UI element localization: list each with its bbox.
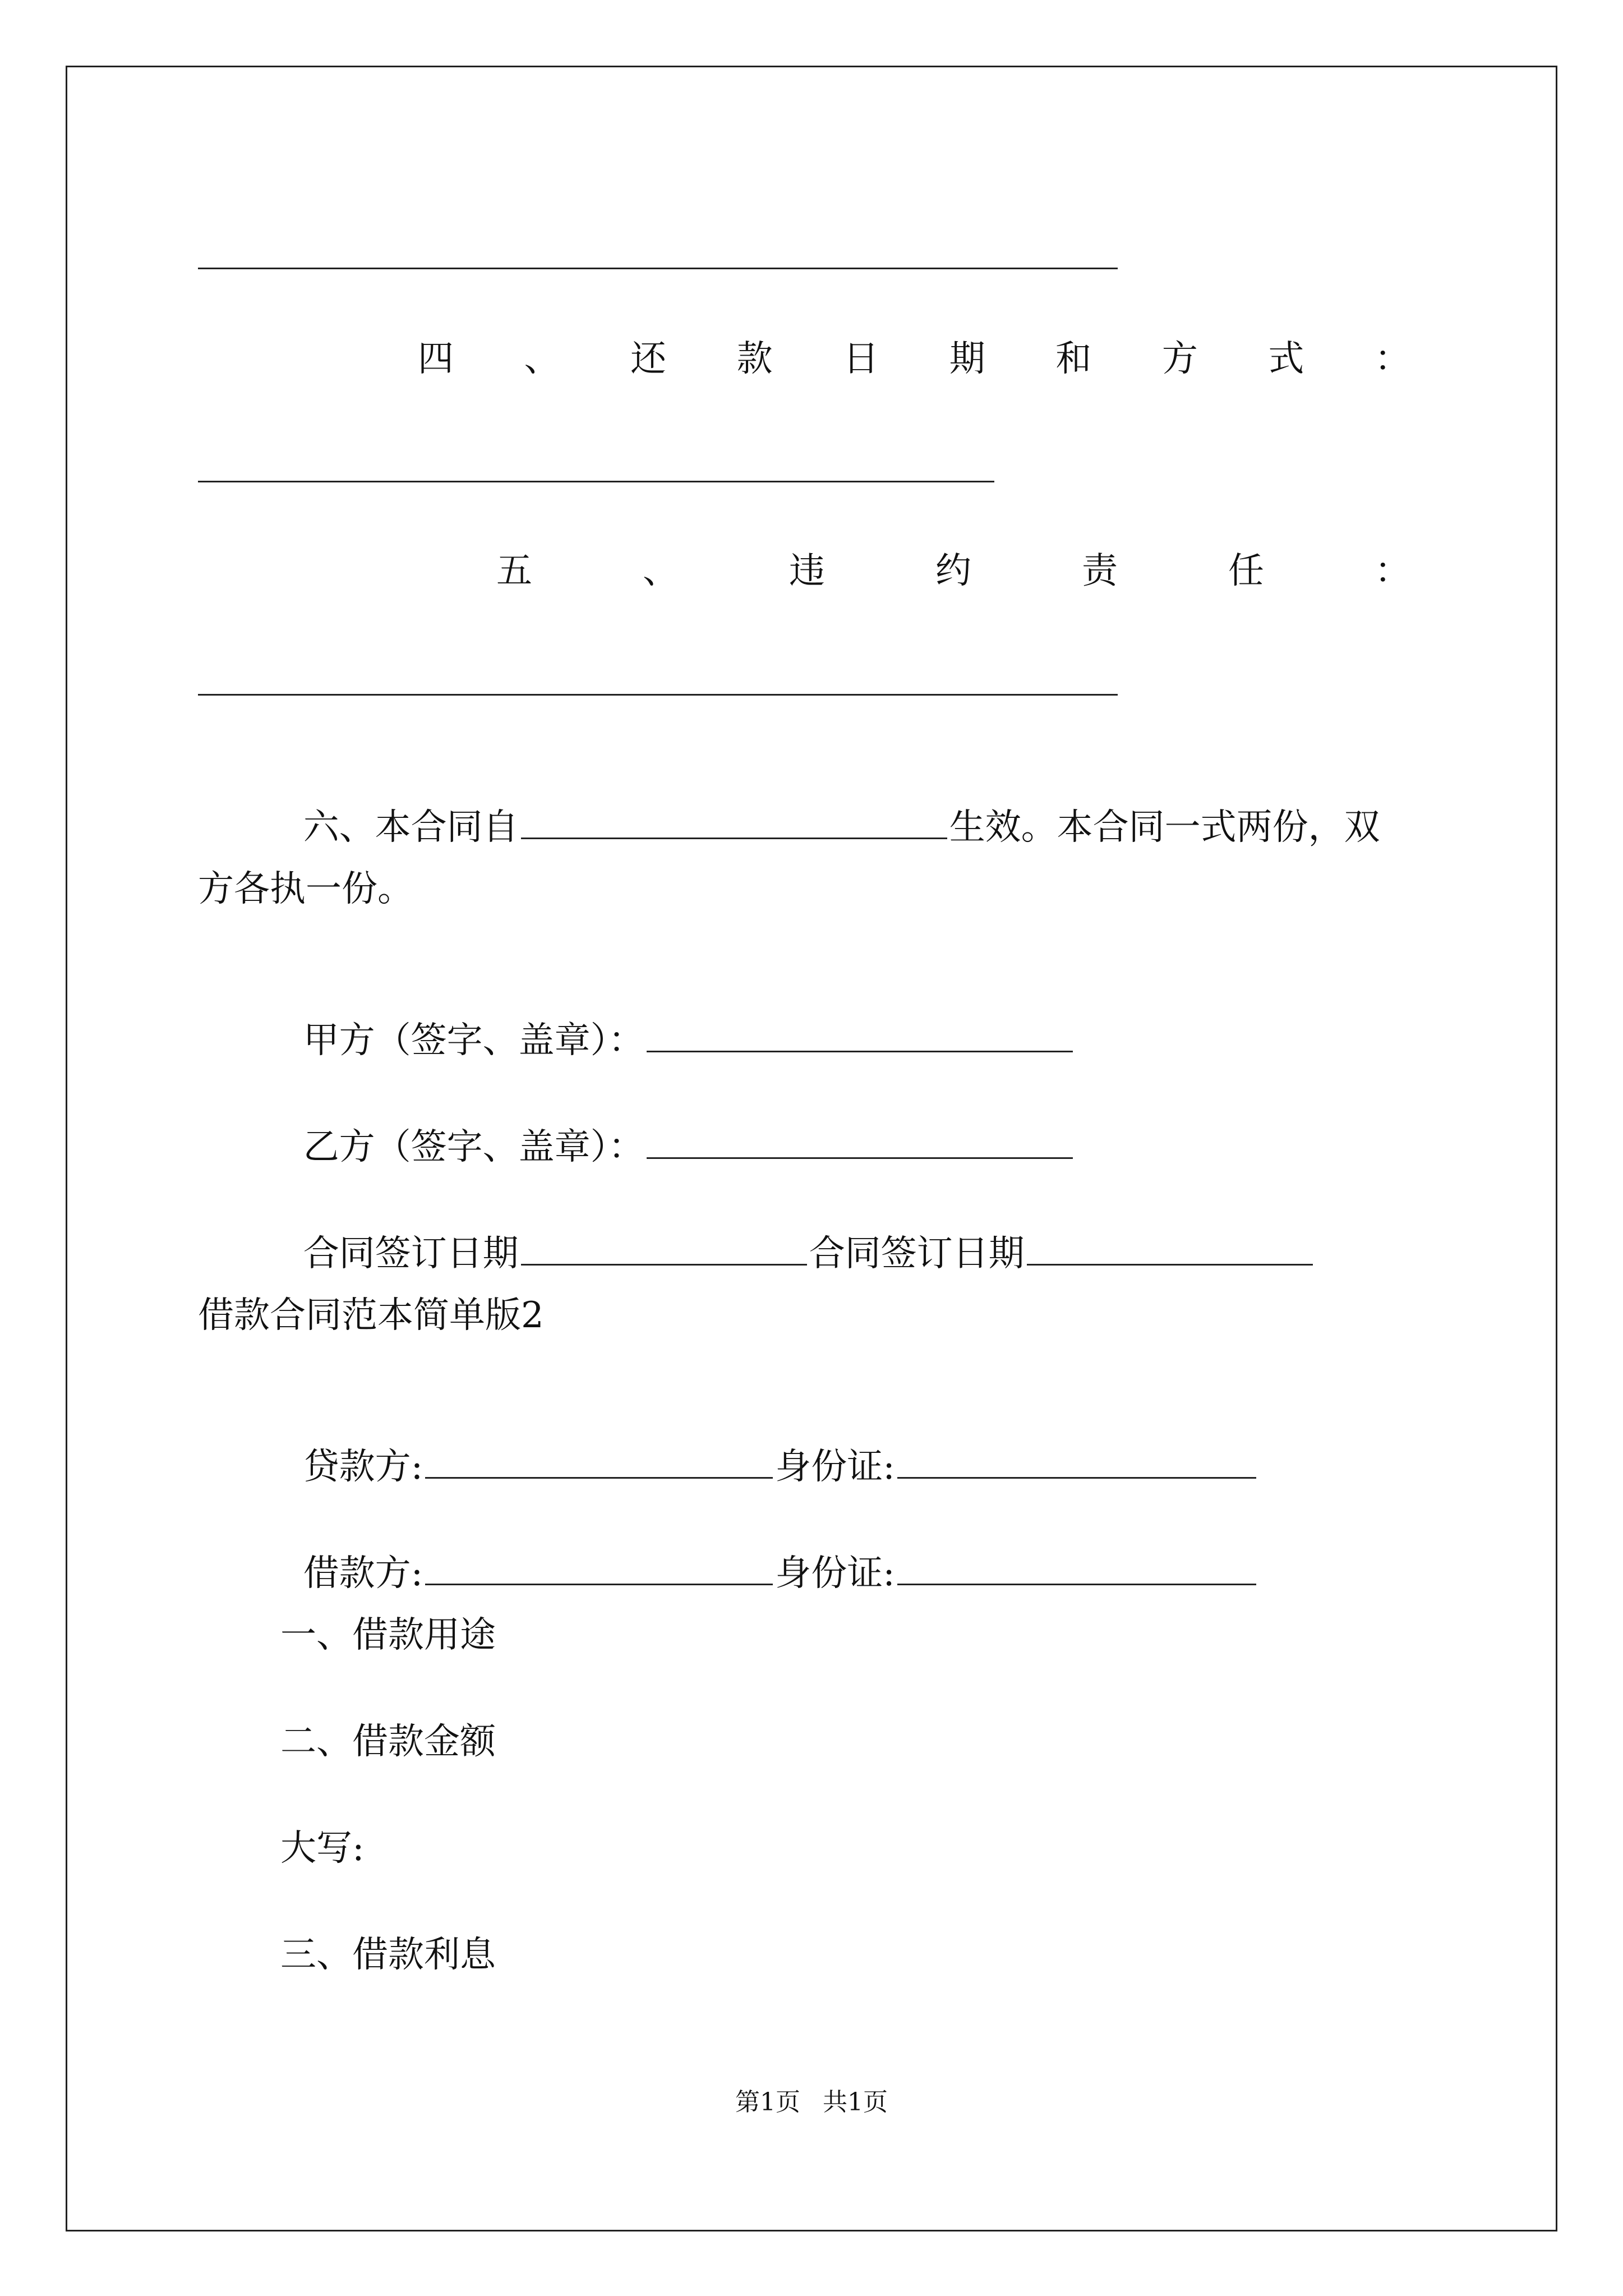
id-label: 身份证: (775, 1446, 895, 1488)
heading-char: 方 (1161, 338, 1198, 380)
section-heading-liability (496, 549, 1410, 593)
heading-char: 、 (643, 550, 679, 592)
clause-effective (280, 760, 1380, 850)
heading-char: 式 (1268, 338, 1304, 380)
id-label: 身份证: (775, 1553, 895, 1594)
item-loan-interest: 三、借款利息 (280, 1934, 496, 1976)
heading-char: 还 (630, 338, 667, 380)
heading-char: ： (1375, 550, 1410, 592)
heading-char: 、 (524, 338, 560, 380)
section-heading-repayment (418, 337, 1410, 381)
document-title: 借款合同范本简单版2 (198, 1295, 544, 1336)
fill-blank (647, 1019, 1073, 1052)
blank-line (198, 481, 994, 482)
fill-blank (897, 1446, 1256, 1479)
amount-in-words: 大写: (280, 1828, 365, 1869)
heading-char: 款 (736, 338, 773, 380)
fill-blank (425, 1552, 773, 1585)
blank-line (198, 268, 1118, 269)
borrower-row (280, 1506, 1258, 1596)
blank-line (198, 694, 1118, 696)
heading-char: 期 (949, 338, 985, 380)
lender-row (280, 1400, 1258, 1489)
heading-char: 任 (1228, 550, 1264, 592)
signing-date-label: 合同签订日期 (809, 1233, 1025, 1274)
heading-char: 违 (789, 550, 825, 592)
fill-blank (647, 1126, 1073, 1159)
fill-blank (897, 1552, 1256, 1585)
clause-text: 六、本合同自 (303, 807, 519, 848)
heading-char: 和 (1055, 338, 1092, 380)
heading-char: 五 (496, 550, 532, 592)
signing-date-label: 合同签订日期 (303, 1233, 519, 1274)
item-loan-amount: 二、借款金额 (280, 1721, 496, 1763)
lender-label: 贷款方: (303, 1446, 423, 1488)
page-footer (0, 2087, 1623, 2118)
heading-char: ： (1374, 338, 1410, 380)
heading-char: 四 (418, 338, 454, 380)
page-number: 第1页 (735, 2088, 800, 2116)
item-loan-purpose: 一、借款用途 (280, 1614, 496, 1656)
fill-blank (521, 806, 947, 839)
borrower-label: 借款方: (303, 1553, 423, 1594)
party-a-signature (280, 973, 1075, 1063)
clause-text: 生效。本合同一式两份，双 (949, 807, 1380, 848)
fill-blank (1027, 1232, 1313, 1266)
party-b-signature (280, 1080, 1075, 1170)
signing-date-row (280, 1186, 1315, 1276)
heading-char: 日 (843, 338, 879, 380)
fill-blank (521, 1232, 807, 1266)
heading-char: 责 (1082, 550, 1118, 592)
party-b-label: 乙方（签字、盖章）： (303, 1126, 644, 1168)
clause-continuation: 方各执一份。 (198, 868, 413, 910)
page-total: 共1页 (823, 2088, 888, 2116)
party-a-label: 甲方（签字、盖章）： (303, 1020, 644, 1061)
fill-blank (425, 1446, 773, 1479)
heading-char: 约 (935, 550, 971, 592)
